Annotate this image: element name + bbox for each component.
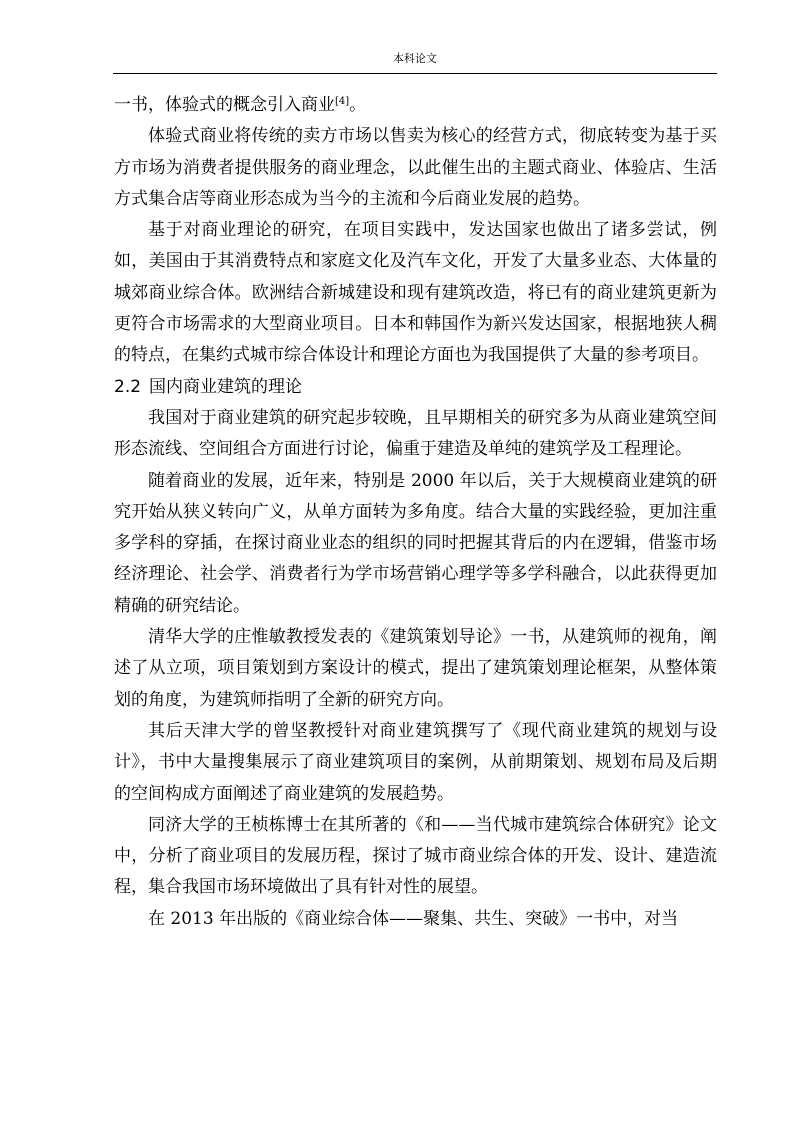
paragraph-continuation	[114, 90, 717, 121]
page-header	[113, 52, 717, 66]
paragraph-tsinghua: 清华大学的庄惟敏教授发表的《建筑策划导论》一书，从建筑师的视角，阐述了从立项，项目策划到方案设计的模式，提出了建筑策划理论框架，从整体策划的角度，为建筑师指明了全新的研究方向。	[114, 627, 717, 710]
header-divider	[113, 73, 717, 74]
paragraph-experiential-commerce: 体验式商业将传统的卖方市场以售卖为核心的经营方式，彻底转变为基于买方市场为消费者提供服务的商业理念，以此催生出的主题式商业、体验店、生活方式集合店等商业形态成为当今的主流和今后商业发展的趋势。	[114, 126, 717, 209]
paragraph-tianjin: 其后天津大学的曾坚教授针对商业建筑撰写了《现代商业建筑的规划与设计》，书中大量搜集展示了商业建筑项目的案例，从前期策划、规划布局及后期的空间构成方面阐述了商业建筑的发展趋势。	[114, 720, 717, 804]
section-title: 国内商业建筑的理论	[149, 376, 303, 397]
paragraph-tail: 。	[349, 95, 367, 115]
paragraph-tongji: 同济大学的王桢栋博士在其所著的《和——当代城市建筑综合体研究》论文中，分析了商业项目的发展历程，探讨了城市商业综合体的开发、设计、建造流程，集合我国市场环境做出了具有针对性的展望。	[114, 814, 717, 898]
citation-ref: [4]	[335, 96, 350, 107]
section-heading	[114, 372, 717, 403]
header-title: 本科论文	[393, 52, 437, 65]
paragraph-domestic-research: 我国对于商业建筑的研究起步较晚，且早期相关的研究多为从商业建筑空间形态流线、空间组合方面进行讨论，偏重于建造及单纯的建筑学及工程理论。	[114, 407, 717, 460]
document-body	[114, 90, 717, 935]
paragraph-developed-countries: 基于对商业理论的研究，在项目实践中，发达国家也做出了诸多尝试，例如，美国由于其消费特点和家庭文化及汽车文化，开发了大量多业态、大体量的城郊商业综合体。欧洲结合新城建设和现有建筑改造，将已有的商业建筑更新为更符合市场需求的大型商业项目。日本和韩国作为新兴发达国家，根据地狭人稠的特点，在集约式城市综合体设计和理论方面也为我国提供了大量的参考项目。	[114, 220, 717, 366]
paragraph-text: 一书，体验式的概念引入商业	[114, 95, 335, 115]
section-number: 2.2	[114, 376, 142, 397]
paragraph-2013-book: 在 2013 年出版的《商业综合体——聚集、共生、突破》一书中，对当	[148, 908, 679, 929]
paragraph-development: 随着商业的发展，近年来，特别是 2000 年以后，关于大规模商业建筑的研究开始从狭义转向广义，从单方面转为多角度。结合大量的实践经验，更加注重多学科的穿插，在探讨商业业态的组织的同时把握其背后的内在逻辑，借鉴市场经济理论、社会学、消费者行为学市场营销心理学等多学科融合，以此获得更加精确的研究结论。	[114, 470, 717, 616]
